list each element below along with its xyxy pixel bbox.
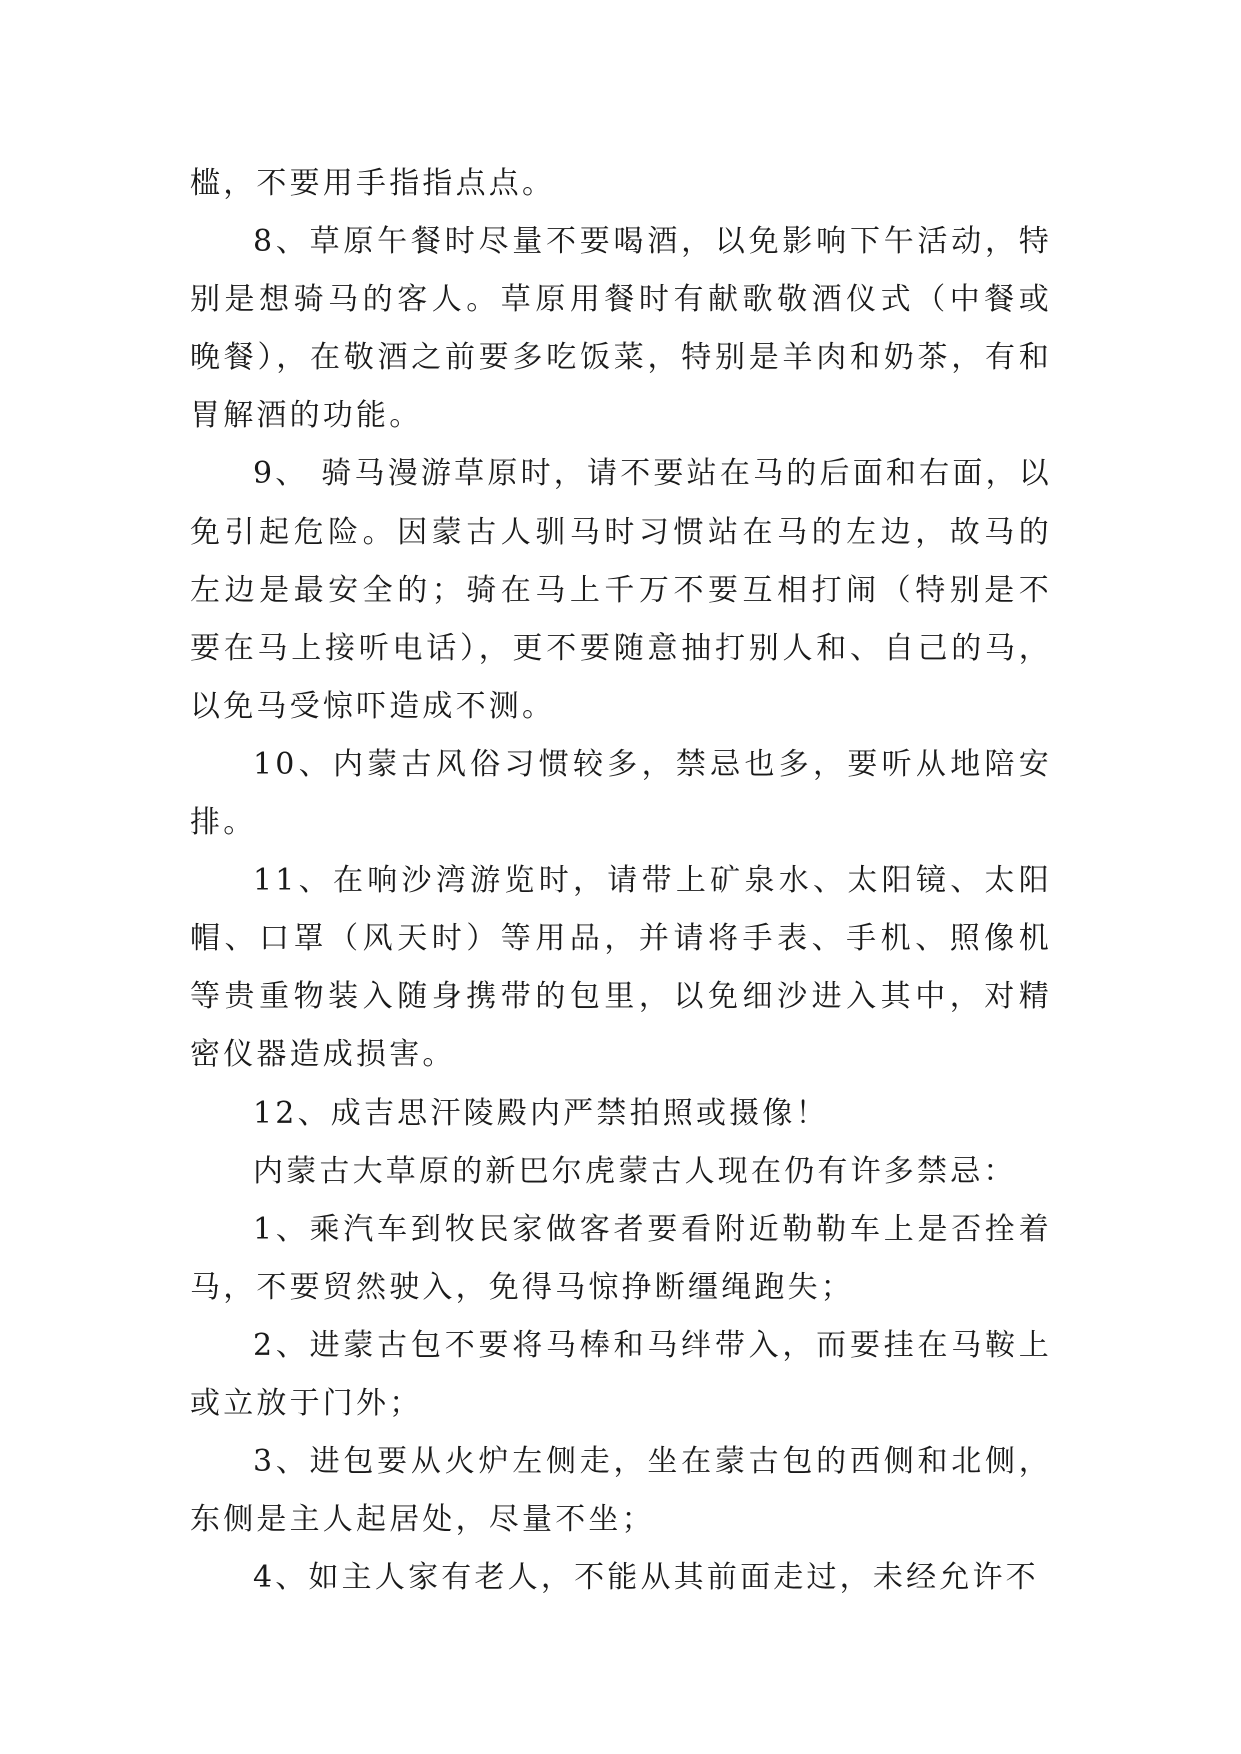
paragraph-taboo-intro: 内蒙古大草原的新巴尔虎蒙古人现在仍有许多禁忌： [253,1153,1017,1189]
paragraph-item-11: 11、在响沙湾游览时，请带上矿泉水、太阳镜、太阳帽、口罩（风天时）等用品，并请将手表、手机、照像机等贵重物装入随身携带的包里，以免细沙进入其中，对精密仪器造成损害。 [190,863,1052,1073]
body-text [190,155,1052,1607]
paragraph-item-8: 8、草原午餐时尽量不要喝酒，以免影响下午活动，特别是想骑马的客人。草原用餐时有献歌敬酒仪式（中餐或晚餐），在敬酒之前要多吃饭菜，特别是羊肉和奶茶，有和胃解酒的功能。 [190,224,1052,434]
paragraph-taboo-1: 1、乘汽车到牧民家做客者要看附近勒勒车上是否拴着马，不要贸然驶入，免得马惊挣断缰绳跑失； [190,1211,1052,1305]
paragraph-item-12: 12、成吉思汗陵殿内严禁拍照或摄像！ [253,1095,829,1131]
paragraph-taboo-3: 3、进包要从火炉左侧走，坐在蒙古包的西侧和北侧，东侧是主人起居处，尽量不坐； [190,1444,1052,1538]
paragraph-item-9: 9、 骑马漫游草原时，请不要站在马的后面和右面，以免引起危险。因蒙古人驯马时习惯站在马的左边，故马的左边是最安全的；骑在马上千万不要互相打闹（特别是不要在马上接听电话），更不要随意抽打别人和、自己的马，以免马受惊吓造成不测。 [190,456,1052,724]
paragraph-taboo-2: 2、进蒙古包不要将马棒和马绊带入，而要挂在马鞍上或立放于门外； [190,1327,1052,1421]
paragraph-item-10: 10、内蒙古风俗习惯较多，禁忌也多，要听从地陪安排。 [190,746,1052,841]
paragraph-taboo-4: 4、如主人家有老人，不能从其前面走过，未经允许不 [253,1560,1039,1596]
paragraph-continuation: 槛，不要用手指指点点。 [190,166,556,201]
